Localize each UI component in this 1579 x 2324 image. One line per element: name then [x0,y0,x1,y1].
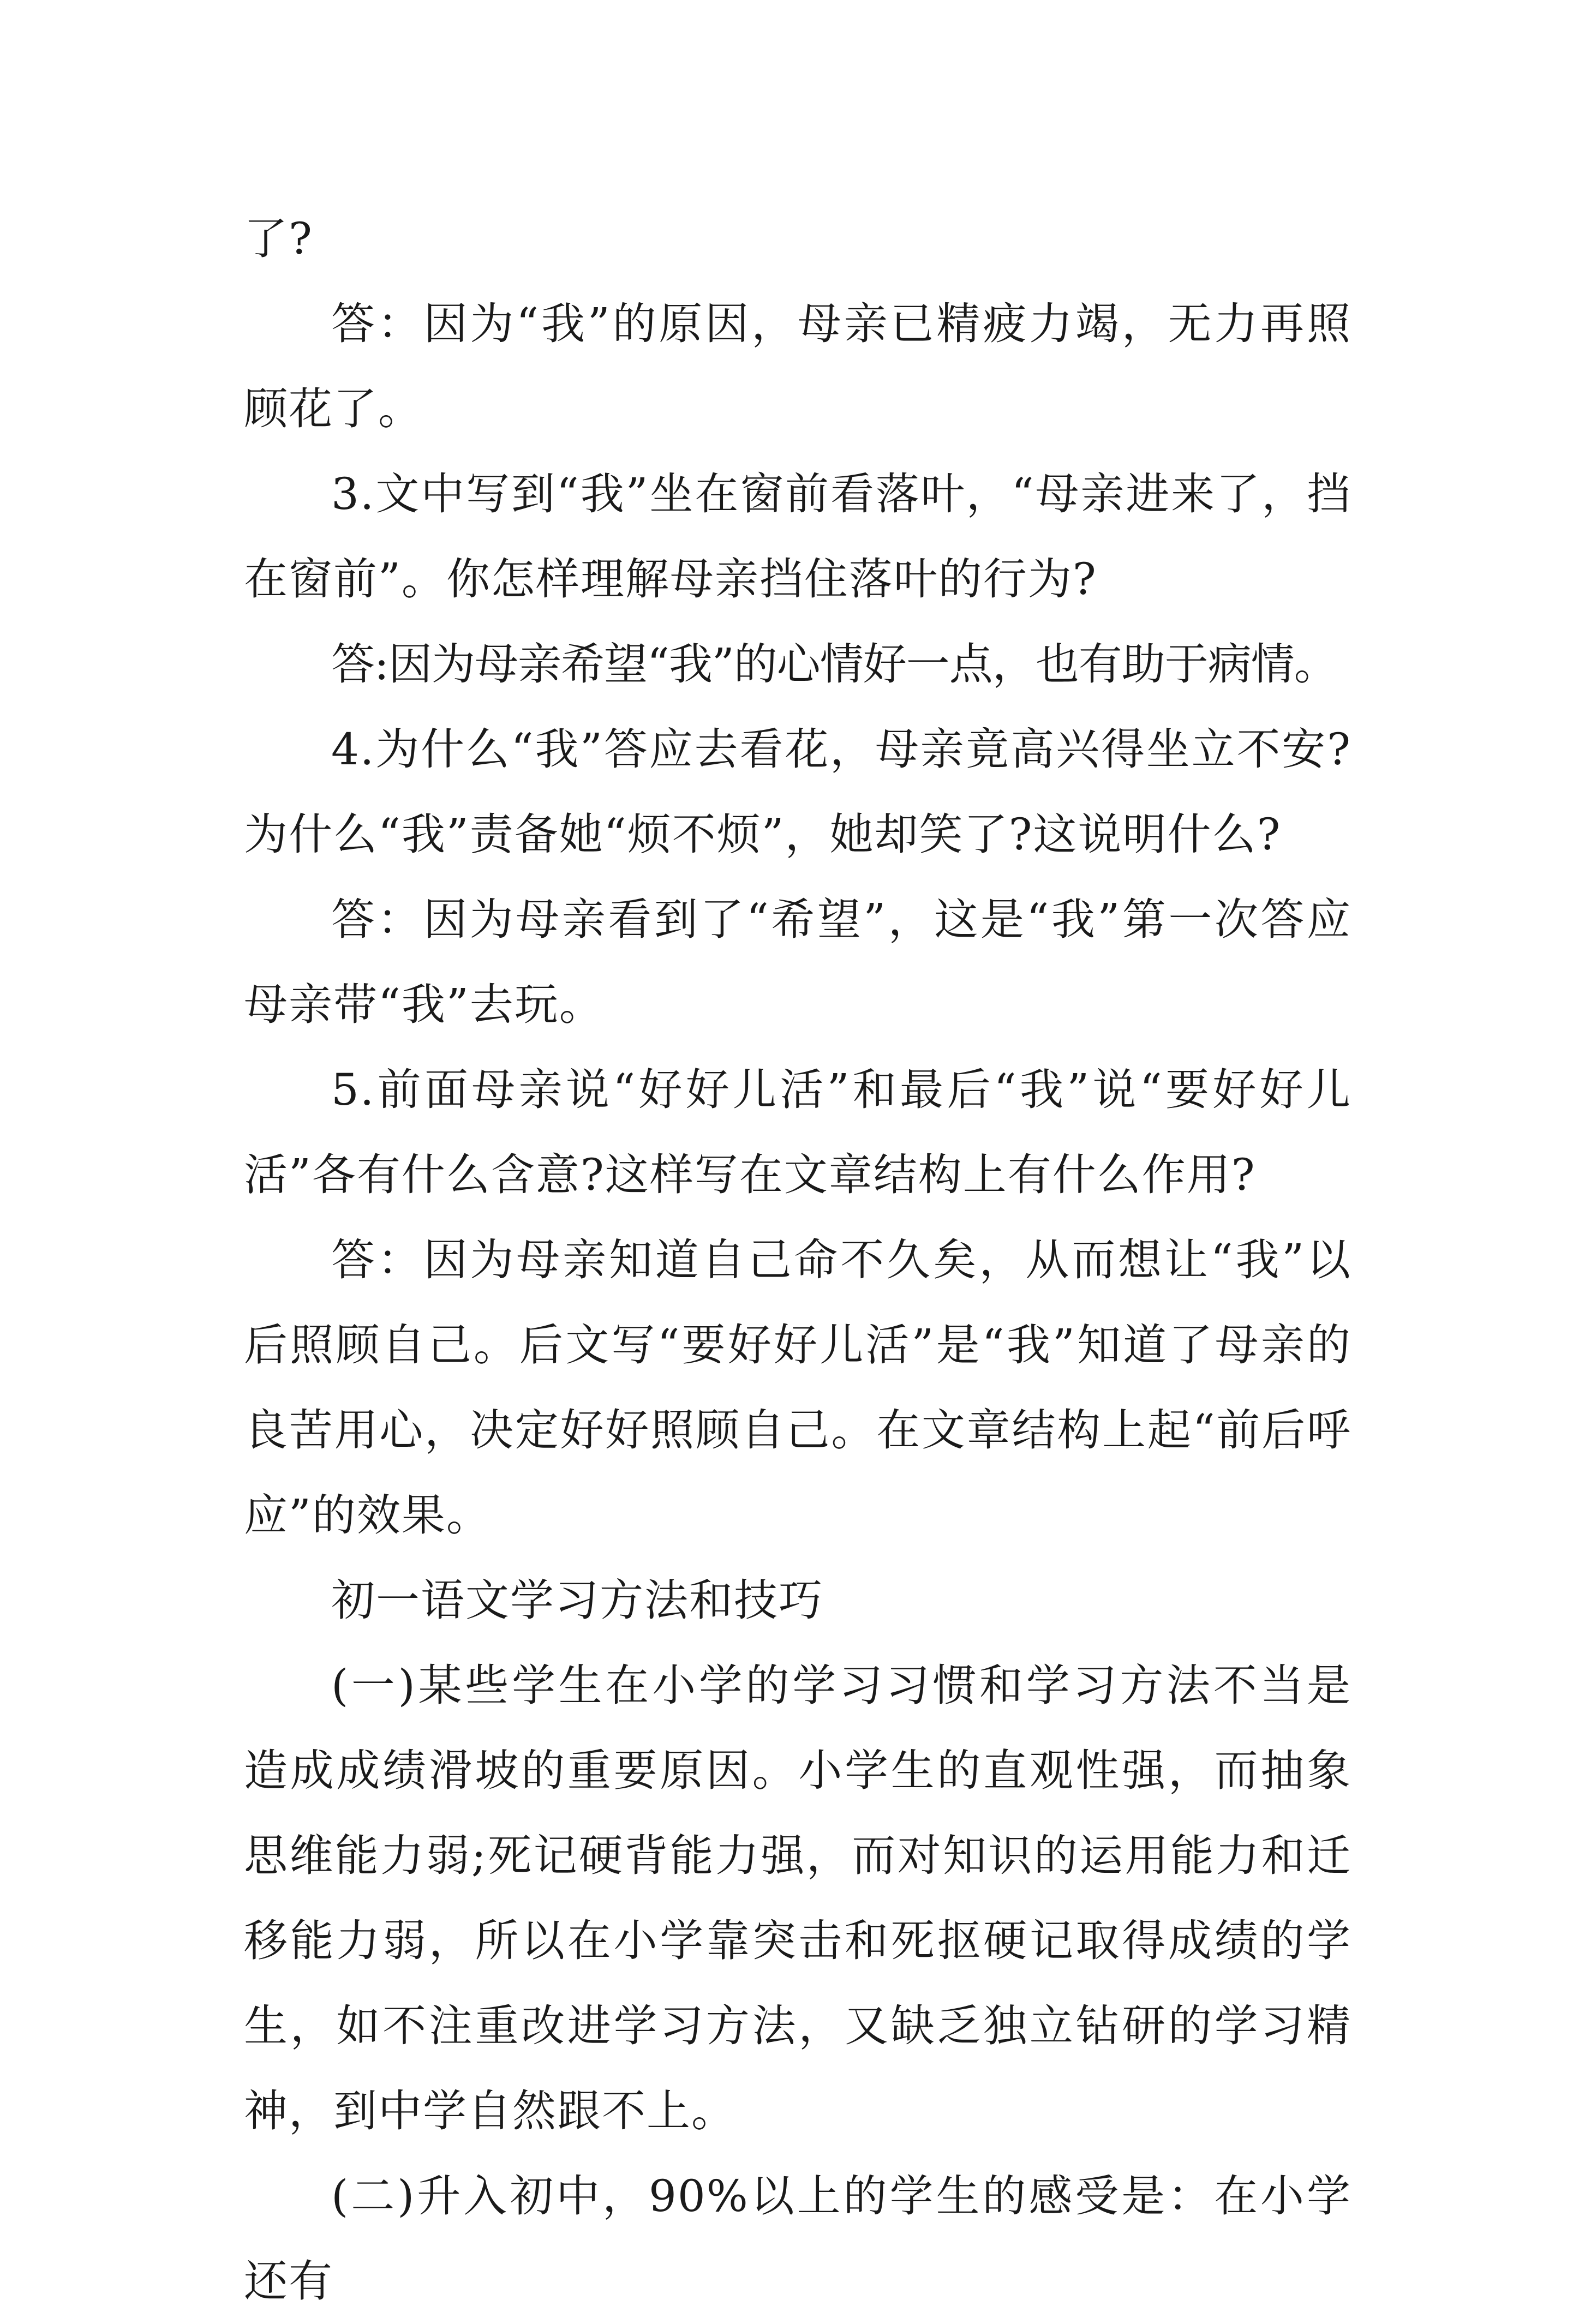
paragraph-continuation: 了? [244,213,313,264]
answer-paragraph-3: 答:因为母亲希望“我”的心情好一点，也有助于病情。 [331,639,1337,690]
answer-paragraph-2: 答：因为“我”的原因，母亲已精疲力竭，无力再照顾花了。 [244,298,1351,434]
answer-paragraph-4: 答：因为母亲看到了“希望”，这是“我”第一次答应母亲带“我”去玩。 [244,894,1351,1030]
document-body [244,196,1351,2324]
method-paragraph-1: (一)某些学生在小学的学习习惯和学习方法不当是造成成绩滑坡的重要原因。小学生的直观性强，而抽象思维能力弱;死记硬背能力强，而对知识的运用能力和迁移能力弱，所以在小学靠突击和死抠硬记取得成绩的学生，如不注重改进学习方法，又缺乏独立钻研的学习精神，到中学自然跟不上。 [244,1660,1351,2136]
answer-paragraph-5: 答：因为母亲知道自己命不久矣，从而想让“我”以后照顾自己。后文写“要好好儿活”是“我”知道了母亲的良苦用心，决定好好照顾自己。在文章结构上起“前后呼应”的效果。 [244,1235,1351,1541]
section-heading: 初一语文学习方法和技巧 [331,1575,823,1626]
question-paragraph-4: 4.为什么“我”答应去看花，母亲竟高兴得坐立不安?为什么“我”责备她“烦不烦”，她却笑了?这说明什么? [244,724,1351,860]
question-paragraph-5: 5.前面母亲说“好好儿活”和最后“我”说“要好好儿活”各有什么含意?这样写在文章结构上有什么作用? [244,1064,1351,1200]
method-paragraph-2: (二)升入初中，90%以上的学生的感受是：在小学还有 [244,2171,1351,2307]
question-paragraph-3: 3.文中写到“我”坐在窗前看落叶，“母亲进来了，挡在窗前”。你怎样理解母亲挡住落叶的行为? [244,469,1351,604]
